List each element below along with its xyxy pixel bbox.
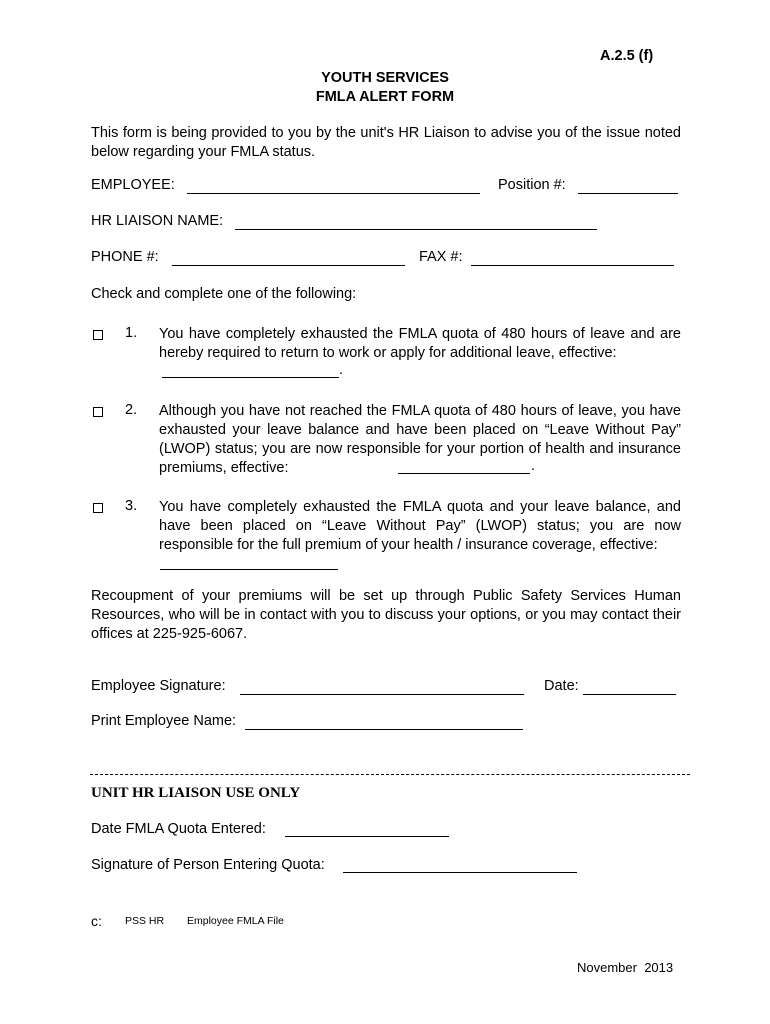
employee-signature-label: Employee Signature: bbox=[91, 678, 226, 694]
cc-recipient: PSS HR bbox=[125, 915, 165, 927]
date-label: Date: bbox=[544, 678, 579, 694]
option-1-suffix: . bbox=[339, 362, 344, 378]
option-1-effective-field[interactable] bbox=[162, 377, 339, 378]
option-2-text: Although you have not reached the FMLA quota of 480 hours of leave, you have exhausted your leave balance and have been placed on “Leave Without Pay” (LWOP) status; you are now responsible for your portion of health and insurance premiums, effective: bbox=[159, 403, 681, 476]
instruction-text: Check and complete one of the following: bbox=[91, 286, 357, 302]
section-separator bbox=[90, 774, 690, 775]
signature-quota-label: Signature of Person Entering Quota: bbox=[91, 857, 325, 873]
signature-quota-field[interactable] bbox=[343, 872, 577, 873]
option-2-number: 2. bbox=[125, 402, 138, 418]
option-3-effective-field[interactable] bbox=[160, 569, 338, 570]
fax-label: FAX #: bbox=[419, 249, 463, 265]
fax-field[interactable] bbox=[471, 265, 674, 266]
date-quota-field[interactable] bbox=[285, 836, 449, 837]
form-title-line1: YOUTH SERVICES bbox=[321, 70, 449, 86]
phone-label: PHONE #: bbox=[91, 249, 159, 265]
employee-signature-field[interactable] bbox=[240, 694, 524, 695]
hr-liaison-field[interactable] bbox=[235, 229, 597, 230]
option-1-number: 1. bbox=[125, 325, 138, 341]
option-2-effective-field[interactable] bbox=[398, 473, 530, 474]
cc-label: c: bbox=[91, 913, 102, 929]
position-label: Position #: bbox=[498, 177, 566, 193]
footer-date: November 2013 bbox=[577, 960, 674, 975]
option-2-suffix: . bbox=[531, 458, 536, 474]
form-title-line2: FMLA ALERT FORM bbox=[315, 89, 455, 105]
hr-section-heading: UNIT HR LIAISON USE ONLY bbox=[91, 785, 301, 801]
position-field[interactable] bbox=[578, 193, 678, 194]
option-3-text: You have completely exhausted the FMLA quota and your leave balance, and have been placed on “Leave Without Pay” (LWOP) status; you are now responsible for the full premium of your health / insurance coverage, effective: bbox=[159, 499, 681, 553]
phone-field[interactable] bbox=[172, 265, 405, 266]
date-quota-label: Date FMLA Quota Entered: bbox=[91, 821, 266, 837]
date-field[interactable] bbox=[583, 694, 676, 695]
intro-paragraph: This form is being provided to you by the unit's HR Liaison to advise you of the issue noted below regarding your FMLA status. bbox=[91, 125, 681, 160]
employee-label: EMPLOYEE: bbox=[91, 177, 175, 193]
option-2-checkbox[interactable] bbox=[93, 407, 103, 417]
print-name-label: Print Employee Name: bbox=[91, 713, 237, 729]
option-1-checkbox[interactable] bbox=[93, 330, 103, 340]
employee-field[interactable] bbox=[187, 193, 480, 194]
hr-liaison-label: HR LIAISON NAME: bbox=[91, 213, 224, 229]
option-3-number: 3. bbox=[125, 498, 138, 514]
print-name-field[interactable] bbox=[245, 729, 523, 730]
cc-recipient: Employee FMLA File bbox=[187, 915, 284, 927]
option-1-text: You have completely exhausted the FMLA quota of 480 hours of leave and are hereby required to return to work or apply for additional leave, effective: bbox=[159, 326, 681, 361]
form-code: A.2.5 (f) bbox=[600, 48, 654, 64]
recoupment-paragraph: Recoupment of your premiums will be set up through Public Safety Services Human Resources, who will be in contact with you to discuss your options, or you may contact their offices at 225-925-6067. bbox=[91, 588, 681, 642]
option-3-checkbox[interactable] bbox=[93, 503, 103, 513]
